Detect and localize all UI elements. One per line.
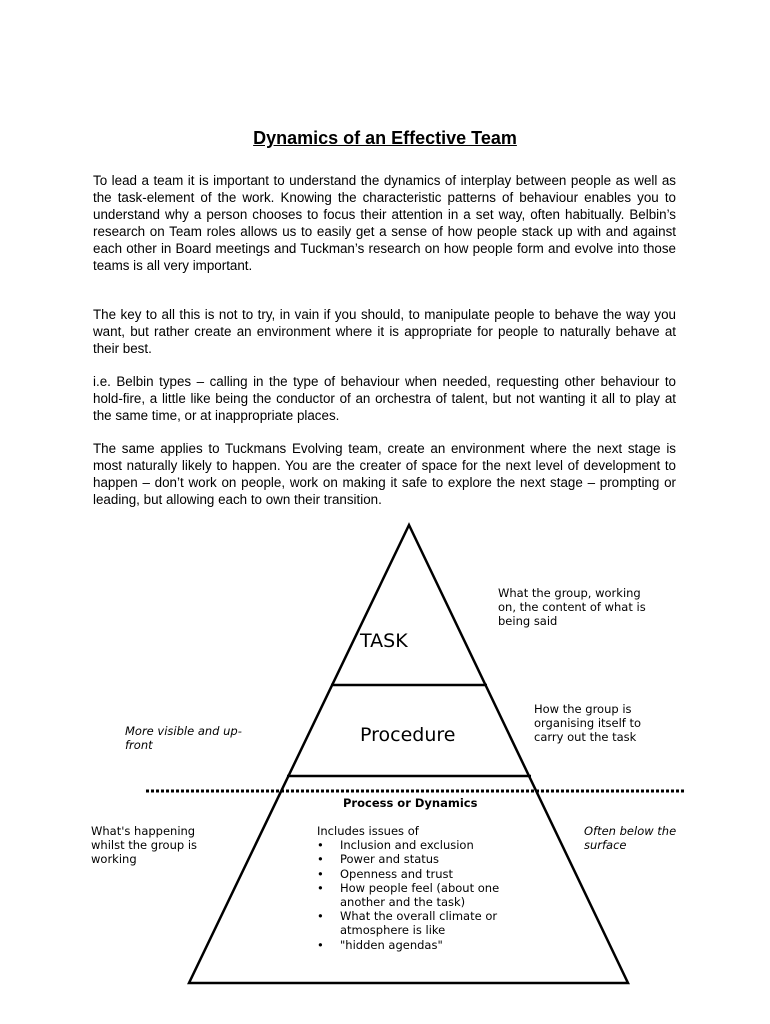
process-issues-block <box>317 824 532 952</box>
task-note: What the group, working on, the content of what is being said <box>498 586 646 629</box>
issues-list <box>317 838 532 952</box>
issues-intro: Includes issues of <box>317 824 419 838</box>
tuckman-paragraph: The same applies to Tuckmans Evolving team, create an environment where the next stage is most naturally likely to happen. You are the creater of space for the next level of development to happen – don’t work on people, work on making it safe to explore the next stage – prompting or leading, but allowing each to own their transition. <box>93 441 676 507</box>
list-item: • How people feel (about one another and the task) <box>317 881 532 909</box>
key-paragraph: The key to all this is not to try, in vain if you should, to manipulate people to behave the way you want, but rather create an environment where it is appropriate for people to naturally behave at their best. <box>93 307 676 356</box>
visible-note: More visible and up-front <box>125 724 242 753</box>
list-item: • Openness and trust <box>317 867 532 881</box>
list-item: • Power and status <box>317 852 532 866</box>
list-item: • "hidden agendas" <box>317 938 532 952</box>
task-label: TASK <box>360 630 408 652</box>
happening-note: What's happening whilst the group is working <box>91 824 198 867</box>
procedure-note: How the group is organising itself to carry out the task <box>534 702 642 745</box>
intro-paragraph: To lead a team it is important to understand the dynamics of interplay between people as well as the task-element of the work. Knowing the characteristic patterns of behaviour enables you to understand why a person chooses to focus their attention in a set way, often habitually. Belbin’s research on Team roles allows us to easily get a sense of how people stack up with and against each other in Board meetings and Tuckman’s research on how people form and evolve into those teams is all very important. <box>93 173 676 273</box>
process-dynamics-title: Process or Dynamics <box>343 796 478 810</box>
list-item: • Inclusion and exclusion <box>317 838 532 852</box>
page-title: Dynamics of an Effective Team <box>253 128 517 148</box>
belbin-paragraph: i.e. Belbin types – calling in the type of behaviour when needed, requesting other behaviour to hold-fire, a little like being the conductor of an orchestra of talent, but not wanting it all to play at the same time, or at inappropriate places. <box>93 374 676 423</box>
list-item: • What the overall climate or atmosphere is like <box>317 909 532 937</box>
procedure-label: Procedure <box>360 724 456 746</box>
below-surface-note: Often below the surface <box>584 824 677 853</box>
